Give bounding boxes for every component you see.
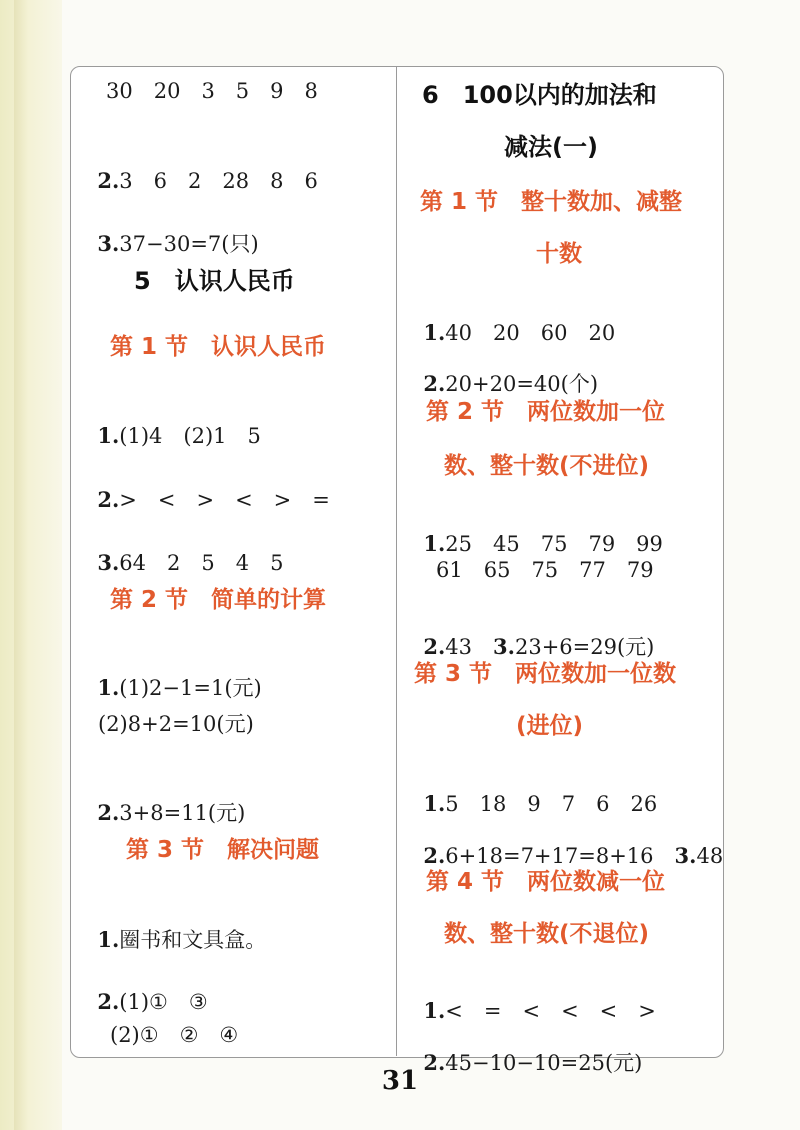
answer-line <box>84 963 208 1015</box>
answer-text: 48 <box>696 844 724 868</box>
answer-text: 3 6 2 28 8 6 <box>119 169 318 193</box>
answer-line <box>84 774 245 826</box>
section-title: 第 2 节 简单的计算 <box>110 587 327 613</box>
answer-text: 45−10−10=25(元) <box>445 1051 643 1075</box>
answer-text: 6+18=7+17=8+16 <box>445 844 654 868</box>
answer-text: (1)2−1=1(元) <box>119 676 262 700</box>
answer-line <box>84 142 318 194</box>
answer-line <box>84 524 283 576</box>
question-number: 3. <box>493 634 515 659</box>
answer-line <box>410 765 657 817</box>
chapter-title: 减法(一) <box>504 133 598 161</box>
chapter-title: 5 认识人民币 <box>134 267 295 295</box>
answer-text: 圈书和文具盒。 <box>119 928 267 952</box>
question-number: 1. <box>423 791 446 816</box>
answer-line <box>410 505 663 557</box>
question-number: 2. <box>423 843 446 868</box>
question-number: 2. <box>423 1050 446 1075</box>
section-title: 十数 <box>536 241 582 267</box>
question-number: 1. <box>423 998 446 1023</box>
question-number: 2. <box>423 371 446 396</box>
section-title: 第 1 节 认识人民币 <box>110 334 327 360</box>
question-number: 2. <box>97 168 120 193</box>
answer-line <box>410 608 654 660</box>
answer-text: 23+6=29(元) <box>514 635 655 659</box>
section-title: 第 2 节 两位数加一位 <box>426 399 666 425</box>
section-title: 数、整十数(不退位) <box>444 921 650 947</box>
question-number: 1. <box>423 531 446 556</box>
answer-line <box>84 205 259 257</box>
answer-line <box>84 649 262 701</box>
answer-line <box>410 294 615 346</box>
answer-line: 30 20 3 5 9 8 <box>106 79 318 103</box>
section-title: (进位) <box>516 713 584 739</box>
answer-text: > < > < > = <box>119 488 330 512</box>
question-number: 2. <box>97 487 120 512</box>
answer-text: 3+8=11(元) <box>119 801 246 825</box>
question-number: 2. <box>423 634 446 659</box>
answer-text: 43 <box>445 635 473 659</box>
question-number: 1. <box>97 675 120 700</box>
spine-shadow <box>14 0 28 1130</box>
answer-line: 61 65 75 77 79 <box>436 558 654 582</box>
question-number: 3. <box>97 550 120 575</box>
answer-text: 37−30=7(只) <box>119 232 259 256</box>
answer-text: 64 2 5 4 5 <box>119 551 284 575</box>
question-number: 1. <box>423 320 446 345</box>
chapter-title: 6 100以内的加法和 <box>422 81 657 109</box>
section-title: 数、整十数(不进位) <box>444 453 650 479</box>
question-number: 1. <box>97 927 120 952</box>
answer-line <box>84 461 330 513</box>
answer-line <box>410 345 598 397</box>
answer-text: 20+20=40(个) <box>445 372 599 396</box>
column-divider <box>396 66 397 1056</box>
answer-line <box>84 901 266 953</box>
answer-line <box>410 817 723 869</box>
section-title: 第 3 节 两位数加一位数 <box>414 661 677 687</box>
answer-line: (2)8+2=10(元) <box>98 712 254 736</box>
answer-text: 40 20 60 20 <box>445 321 616 345</box>
answer-text: (1)① ③ <box>119 990 208 1014</box>
answer-line <box>410 972 656 1024</box>
question-number: 3. <box>97 231 120 256</box>
section-title: 第 4 节 两位数减一位 <box>426 869 666 895</box>
answer-line: (2)① ② ④ <box>110 1023 239 1047</box>
answer-text: < = < < < > <box>445 999 656 1023</box>
question-number: 3. <box>674 843 697 868</box>
question-number: 2. <box>97 989 120 1014</box>
page-number: 31 <box>381 1066 419 1096</box>
answer-text: (1)4 (2)1 5 <box>119 424 261 448</box>
question-number: 2. <box>97 800 120 825</box>
answer-line <box>84 397 261 449</box>
section-title: 第 1 节 整十数加、减整 <box>420 189 683 215</box>
answer-text: 5 18 9 7 6 26 <box>445 792 658 816</box>
question-number: 1. <box>97 423 120 448</box>
answer-text: 25 45 75 79 99 <box>445 532 663 556</box>
book-spine-shade <box>0 0 62 1130</box>
section-title: 第 3 节 解决问题 <box>126 837 320 863</box>
